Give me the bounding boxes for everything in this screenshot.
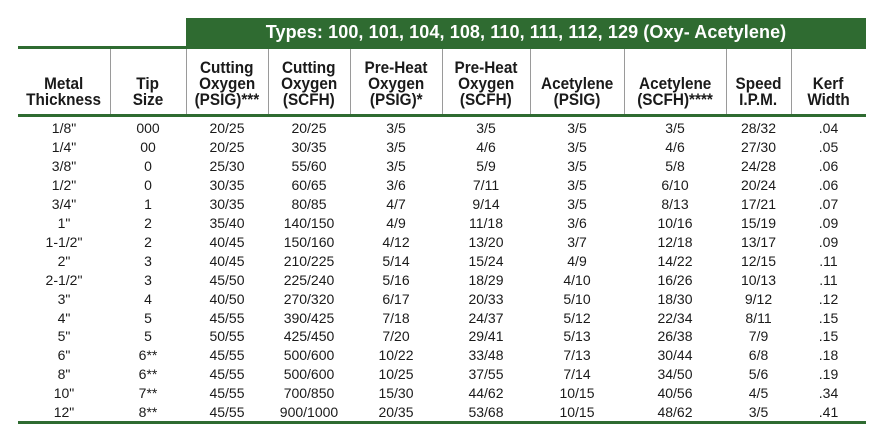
table-row bbox=[18, 119, 866, 138]
cell-preheat-oxygen-psig: 5/16 bbox=[382, 271, 410, 288]
table-row bbox=[18, 309, 866, 328]
header-text: Oxygen bbox=[367, 74, 425, 93]
cell-tip-size: 0 bbox=[144, 176, 152, 193]
table-row bbox=[18, 346, 866, 365]
cell-preheat-oxygen-scfh: 18/29 bbox=[468, 271, 504, 288]
cell-speed-ipm: 28/32 bbox=[740, 120, 777, 136]
header-text: (PSIG) bbox=[553, 90, 601, 109]
cell-acetylene-psig: 3/5 bbox=[567, 195, 587, 212]
cell-speed-ipm: 15/19 bbox=[740, 214, 777, 231]
cell-cutting-oxygen-scfh: 500/600 bbox=[283, 347, 335, 364]
header-text: Cutting bbox=[200, 58, 254, 77]
header-text: Acetylene bbox=[638, 74, 712, 93]
cell-preheat-oxygen-scfh: 53/68 bbox=[468, 404, 504, 421]
header-divider bbox=[350, 49, 351, 114]
table-row bbox=[18, 403, 866, 422]
header-text: (SCFH) bbox=[460, 90, 512, 109]
cell-tip-size: 4 bbox=[144, 290, 152, 307]
cell-acetylene-scfh: 30/44 bbox=[657, 347, 693, 364]
cell-tip-size: 5 bbox=[144, 309, 152, 326]
cell-cutting-oxygen-psig: 30/35 bbox=[209, 195, 245, 212]
cell-cutting-oxygen-scfh: 80/85 bbox=[291, 195, 327, 212]
cell-preheat-oxygen-psig: 6/17 bbox=[382, 290, 410, 307]
cell-metal-thickness: 2-1/2" bbox=[45, 271, 83, 288]
cell-tip-size: 1 bbox=[144, 195, 152, 212]
cell-speed-ipm: 6/8 bbox=[748, 347, 769, 364]
cell-preheat-oxygen-scfh: 9/14 bbox=[472, 195, 500, 212]
cell-preheat-oxygen-scfh: 44/62 bbox=[468, 385, 504, 402]
header-divider bbox=[268, 49, 269, 114]
cell-metal-thickness: 12" bbox=[53, 404, 75, 421]
cell-acetylene-scfh: 40/56 bbox=[657, 385, 693, 402]
cell-acetylene-psig: 10/15 bbox=[559, 385, 595, 402]
cell-speed-ipm: 27/30 bbox=[740, 138, 777, 155]
header-text: Thickness bbox=[26, 90, 102, 109]
cell-tip-size: 3 bbox=[144, 252, 152, 269]
header-text: Tip bbox=[136, 74, 160, 93]
cell-preheat-oxygen-psig: 3/5 bbox=[386, 120, 406, 136]
cell-kerf-width: .19 bbox=[818, 366, 839, 383]
cell-acetylene-scfh: 5/8 bbox=[665, 157, 685, 174]
header-tip-size bbox=[110, 49, 186, 114]
cell-speed-ipm: 10/13 bbox=[740, 271, 777, 288]
header-acetylene-scfh bbox=[624, 49, 726, 114]
cell-kerf-width: .06 bbox=[818, 176, 839, 193]
cell-kerf-width: .09 bbox=[818, 233, 839, 250]
cell-speed-ipm: 3/5 bbox=[748, 404, 769, 421]
cell-acetylene-psig: 5/10 bbox=[563, 290, 591, 307]
cell-speed-ipm: 8/11 bbox=[745, 309, 772, 326]
cell-metal-thickness: 8" bbox=[57, 366, 71, 383]
cell-cutting-oxygen-psig: 25/30 bbox=[209, 157, 245, 174]
cell-tip-size: 3 bbox=[144, 271, 152, 288]
cell-preheat-oxygen-psig: 5/14 bbox=[382, 252, 410, 269]
cell-kerf-width: .09 bbox=[818, 214, 839, 231]
table-row bbox=[18, 271, 866, 290]
cell-acetylene-psig: 7/13 bbox=[563, 347, 591, 364]
cell-cutting-oxygen-scfh: 700/850 bbox=[283, 385, 335, 402]
header-divider bbox=[442, 49, 443, 114]
cell-preheat-oxygen-scfh: 37/55 bbox=[468, 366, 504, 383]
header-text: Oxygen bbox=[457, 74, 515, 93]
header-cutting-oxygen-scfh bbox=[268, 49, 350, 114]
cell-metal-thickness: 2" bbox=[57, 252, 71, 269]
header-text: Width bbox=[807, 90, 850, 109]
table-row bbox=[18, 157, 866, 176]
cell-tip-size: 8** bbox=[138, 404, 158, 421]
cell-kerf-width: .11 bbox=[819, 271, 838, 288]
cell-kerf-width: .34 bbox=[818, 385, 839, 402]
cell-tip-size: 000 bbox=[136, 120, 160, 136]
cell-preheat-oxygen-psig: 15/30 bbox=[378, 385, 414, 402]
cell-preheat-oxygen-psig: 10/22 bbox=[378, 347, 414, 364]
cell-tip-size: 2 bbox=[144, 214, 152, 231]
cell-metal-thickness: 1-1/2" bbox=[45, 233, 83, 250]
cell-kerf-width: .05 bbox=[818, 138, 839, 155]
header-text: Kerf bbox=[813, 74, 844, 93]
cell-acetylene-scfh: 4/6 bbox=[665, 138, 685, 155]
cell-acetylene-scfh: 8/13 bbox=[661, 195, 689, 212]
cell-metal-thickness: 3" bbox=[57, 290, 71, 307]
cell-cutting-oxygen-scfh: 60/65 bbox=[291, 176, 327, 193]
cell-cutting-oxygen-psig: 45/55 bbox=[209, 385, 245, 402]
cell-cutting-oxygen-psig: 45/55 bbox=[209, 404, 245, 421]
header-text: Acetylene bbox=[540, 74, 614, 93]
cell-preheat-oxygen-scfh: 29/41 bbox=[468, 328, 504, 345]
cell-cutting-oxygen-psig: 45/55 bbox=[209, 366, 245, 383]
cell-acetylene-psig: 3/5 bbox=[567, 120, 587, 136]
cell-cutting-oxygen-psig: 45/50 bbox=[209, 271, 245, 288]
cell-acetylene-psig: 4/10 bbox=[563, 271, 591, 288]
cell-kerf-width: .12 bbox=[818, 290, 839, 307]
cell-metal-thickness: 1/8" bbox=[51, 120, 77, 136]
cell-kerf-width: .18 bbox=[818, 347, 839, 364]
cell-preheat-oxygen-psig: 20/35 bbox=[378, 404, 414, 421]
cell-cutting-oxygen-scfh: 500/600 bbox=[283, 366, 335, 383]
cell-kerf-width: .04 bbox=[818, 120, 839, 136]
cell-preheat-oxygen-scfh: 4/6 bbox=[476, 138, 496, 155]
cell-preheat-oxygen-scfh: 33/48 bbox=[468, 347, 504, 364]
header-text: Pre-Heat bbox=[364, 58, 428, 77]
cell-cutting-oxygen-psig: 30/35 bbox=[209, 176, 245, 193]
header-text: Oxygen bbox=[198, 74, 256, 93]
table-row bbox=[18, 214, 866, 233]
cell-acetylene-psig: 3/7 bbox=[567, 233, 587, 250]
cell-speed-ipm: 7/9 bbox=[748, 328, 769, 345]
cell-kerf-width: .11 bbox=[819, 252, 838, 269]
cell-cutting-oxygen-scfh: 210/225 bbox=[283, 252, 335, 269]
cell-metal-thickness: 6" bbox=[57, 347, 71, 364]
header-divider bbox=[110, 49, 111, 114]
cell-acetylene-scfh: 10/16 bbox=[657, 214, 693, 231]
cell-cutting-oxygen-scfh: 425/450 bbox=[283, 328, 335, 345]
cell-cutting-oxygen-psig: 35/40 bbox=[209, 214, 245, 231]
cell-acetylene-scfh: 26/38 bbox=[657, 328, 693, 345]
header-rule bbox=[18, 114, 866, 117]
cell-metal-thickness: 1/4" bbox=[51, 138, 77, 155]
header-preheat-oxygen-psig bbox=[350, 49, 442, 114]
cell-cutting-oxygen-scfh: 900/1000 bbox=[279, 404, 339, 421]
header-divider bbox=[624, 49, 625, 114]
cell-cutting-oxygen-scfh: 270/320 bbox=[283, 290, 335, 307]
cell-tip-size: 00 bbox=[140, 138, 156, 155]
cell-cutting-oxygen-scfh: 140/150 bbox=[283, 214, 335, 231]
cell-preheat-oxygen-scfh: 7/11 bbox=[472, 176, 500, 193]
cell-tip-size: 7** bbox=[138, 385, 158, 402]
header-divider bbox=[186, 49, 187, 114]
cell-metal-thickness: 10" bbox=[53, 385, 75, 402]
header-divider bbox=[791, 49, 792, 114]
table-row bbox=[18, 327, 866, 346]
cell-cutting-oxygen-scfh: 225/240 bbox=[283, 271, 335, 288]
header-text: I.P.M. bbox=[739, 90, 778, 109]
cell-acetylene-psig: 3/5 bbox=[567, 176, 587, 193]
cell-acetylene-scfh: 14/22 bbox=[657, 252, 693, 269]
header-text: Size bbox=[132, 90, 164, 109]
cell-cutting-oxygen-psig: 40/45 bbox=[209, 233, 245, 250]
header-text: Pre-Heat bbox=[454, 58, 518, 77]
cell-tip-size: 2 bbox=[144, 233, 152, 250]
cell-acetylene-psig: 3/5 bbox=[567, 138, 587, 155]
cell-acetylene-scfh: 34/50 bbox=[657, 366, 693, 383]
cell-cutting-oxygen-scfh: 55/60 bbox=[291, 157, 327, 174]
cell-preheat-oxygen-psig: 3/5 bbox=[386, 138, 406, 155]
cell-acetylene-scfh: 16/26 bbox=[657, 271, 693, 288]
cell-cutting-oxygen-psig: 40/50 bbox=[209, 290, 245, 307]
header-text: (PSIG)* bbox=[369, 90, 423, 109]
cell-cutting-oxygen-psig: 20/25 bbox=[209, 138, 245, 155]
cell-preheat-oxygen-psig: 3/6 bbox=[386, 176, 406, 193]
cell-preheat-oxygen-scfh: 24/37 bbox=[468, 309, 504, 326]
cell-preheat-oxygen-scfh: 20/33 bbox=[468, 290, 504, 307]
header-speed-ipm bbox=[726, 49, 791, 114]
header-text: Metal bbox=[44, 74, 84, 93]
cell-cutting-oxygen-psig: 45/55 bbox=[209, 347, 245, 364]
header-preheat-oxygen-scfh bbox=[442, 49, 530, 114]
cell-cutting-oxygen-scfh: 30/35 bbox=[291, 138, 327, 155]
chart-title-banner: Types: 100, 101, 104, 108, 110, 111, 112, 129 (Oxy- Acetylene) bbox=[186, 18, 866, 46]
cell-cutting-oxygen-scfh: 390/425 bbox=[283, 309, 335, 326]
cell-acetylene-psig: 5/13 bbox=[563, 328, 591, 345]
cell-kerf-width: .07 bbox=[818, 195, 839, 212]
cell-acetylene-psig: 10/15 bbox=[559, 404, 595, 421]
cell-speed-ipm: 17/21 bbox=[740, 195, 777, 212]
cell-acetylene-scfh: 12/18 bbox=[657, 233, 693, 250]
cell-speed-ipm: 13/17 bbox=[740, 233, 777, 250]
table-row bbox=[18, 176, 866, 195]
table-row bbox=[18, 138, 866, 157]
cell-preheat-oxygen-psig: 4/7 bbox=[386, 195, 406, 212]
header-kerf-width bbox=[791, 49, 866, 114]
header-cutting-oxygen-psig bbox=[186, 49, 268, 114]
cell-acetylene-scfh: 6/10 bbox=[661, 176, 689, 193]
cell-cutting-oxygen-psig: 40/45 bbox=[209, 252, 245, 269]
cell-tip-size: 0 bbox=[144, 157, 152, 174]
cell-tip-size: 6** bbox=[138, 366, 158, 383]
cell-metal-thickness: 3/8" bbox=[51, 157, 77, 174]
header-text: Oxygen bbox=[280, 74, 338, 93]
cell-acetylene-scfh: 22/34 bbox=[657, 309, 693, 326]
cell-acetylene-scfh: 3/5 bbox=[665, 120, 685, 136]
cell-acetylene-psig: 7/14 bbox=[563, 366, 591, 383]
header-text: Speed bbox=[735, 74, 782, 93]
cell-acetylene-psig: 3/6 bbox=[567, 214, 587, 231]
cell-speed-ipm: 24/28 bbox=[740, 157, 777, 174]
cell-tip-size: 5 bbox=[144, 328, 152, 345]
cell-metal-thickness: 4" bbox=[57, 309, 71, 326]
cell-preheat-oxygen-psig: 7/18 bbox=[382, 309, 410, 326]
cell-preheat-oxygen-psig: 7/20 bbox=[382, 328, 410, 345]
cell-acetylene-psig: 3/5 bbox=[567, 157, 587, 174]
cell-preheat-oxygen-psig: 10/25 bbox=[378, 366, 414, 383]
header-text: (SCFH)**** bbox=[637, 90, 713, 109]
cell-tip-size: 6** bbox=[138, 347, 158, 364]
cell-kerf-width: .15 bbox=[818, 309, 839, 326]
cell-kerf-width: .41 bbox=[818, 404, 839, 421]
cell-speed-ipm: 9/12 bbox=[744, 290, 773, 307]
cell-acetylene-scfh: 18/30 bbox=[657, 290, 693, 307]
cell-speed-ipm: 4/5 bbox=[748, 385, 769, 402]
cell-metal-thickness: 1" bbox=[57, 214, 71, 231]
header-metal-thickness bbox=[18, 49, 110, 114]
header-text: (PSIG)*** bbox=[194, 90, 260, 109]
cell-metal-thickness: 3/4" bbox=[51, 195, 77, 212]
table-row bbox=[18, 233, 866, 252]
cell-preheat-oxygen-scfh: 13/20 bbox=[468, 233, 504, 250]
cell-preheat-oxygen-scfh: 15/24 bbox=[468, 252, 504, 269]
cell-cutting-oxygen-scfh: 20/25 bbox=[291, 120, 327, 136]
table-row bbox=[18, 252, 866, 271]
cell-acetylene-scfh: 48/62 bbox=[657, 404, 693, 421]
table-row bbox=[18, 195, 866, 214]
header-divider bbox=[530, 49, 531, 114]
cell-cutting-oxygen-psig: 50/55 bbox=[209, 328, 245, 345]
table-row bbox=[18, 290, 866, 309]
cell-metal-thickness: 1/2" bbox=[51, 176, 77, 193]
cell-preheat-oxygen-scfh: 3/5 bbox=[476, 120, 496, 136]
header-acetylene-psig bbox=[530, 49, 624, 114]
cell-kerf-width: .06 bbox=[818, 157, 839, 174]
table-row bbox=[18, 365, 866, 384]
cell-speed-ipm: 20/24 bbox=[740, 176, 777, 193]
cell-preheat-oxygen-psig: 4/12 bbox=[382, 233, 410, 250]
cell-cutting-oxygen-psig: 20/25 bbox=[209, 120, 245, 136]
cell-cutting-oxygen-scfh: 150/160 bbox=[283, 233, 335, 250]
table-row bbox=[18, 384, 866, 403]
cell-acetylene-psig: 5/12 bbox=[563, 309, 591, 326]
header-text: Cutting bbox=[282, 58, 336, 77]
cell-cutting-oxygen-psig: 45/55 bbox=[209, 309, 245, 326]
header-text: (SCFH) bbox=[283, 90, 335, 109]
cell-kerf-width: .15 bbox=[818, 328, 839, 345]
cell-preheat-oxygen-psig: 4/9 bbox=[386, 214, 406, 231]
cell-preheat-oxygen-psig: 3/5 bbox=[386, 157, 406, 174]
cell-speed-ipm: 12/15 bbox=[740, 252, 777, 269]
cell-preheat-oxygen-scfh: 11/18 bbox=[469, 214, 503, 231]
cell-metal-thickness: 5" bbox=[57, 328, 71, 345]
cell-speed-ipm: 5/6 bbox=[748, 366, 769, 383]
header-divider bbox=[726, 49, 727, 114]
cell-acetylene-psig: 4/9 bbox=[567, 252, 587, 269]
cell-preheat-oxygen-scfh: 5/9 bbox=[476, 157, 496, 174]
